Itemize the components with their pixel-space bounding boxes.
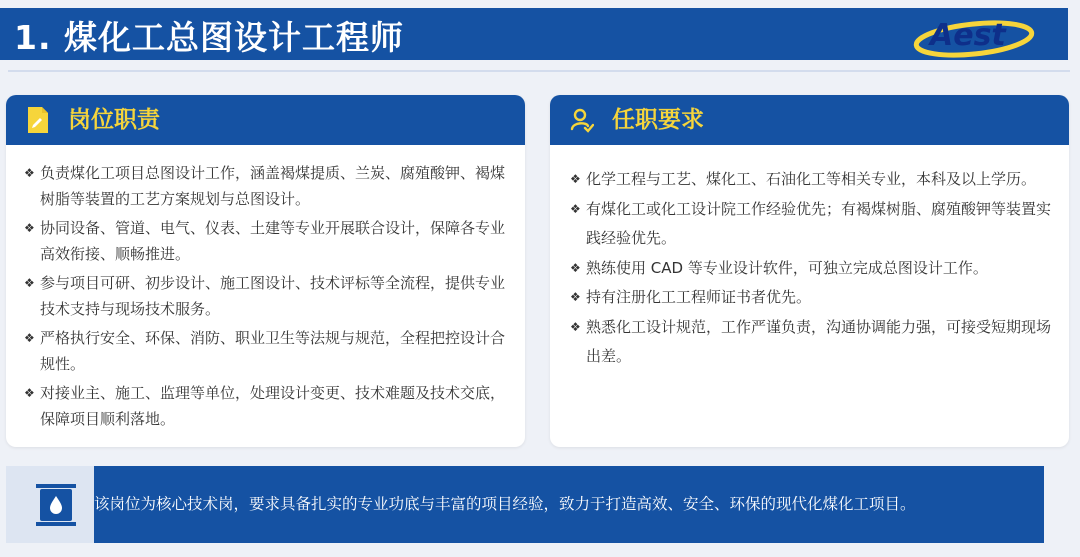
- list-item: ❖ 有煤化工或化工设计院工作经验优先；有褐煤树脂、腐殖酸钾等装置实践经验优先。: [570, 195, 1059, 254]
- person-check-icon: [570, 106, 594, 134]
- bullet-icon: ❖: [570, 172, 581, 186]
- summary-band: [94, 466, 1044, 543]
- title-bar: [0, 8, 1068, 60]
- aest-logo-icon: [912, 12, 1042, 58]
- list-item: ❖ 严格执行安全、环保、消防、职业卫生等法规与规范，全程把控设计合规性。: [24, 326, 515, 377]
- list-item: ❖ 熟悉化工设计规范，工作严谨负责，沟通协调能力强，可接受短期现场出差。: [570, 313, 1059, 372]
- page-title: 1. 煤化工总图设计工程师: [14, 18, 404, 57]
- list-item: ❖ 持有注册化工工程师证书者优先。: [570, 283, 1059, 313]
- responsibilities-card: [6, 95, 525, 447]
- list-item: ❖ 化学工程与工艺、煤化工、石油化工等相关专业，本科及以上学历。: [570, 165, 1059, 195]
- list-item: ❖ 参与项目可研、初步设计、施工图设计、技术评标等全流程，提供专业技术支持与现场技术服务。: [24, 271, 515, 322]
- svg-text:Aest: Aest: [930, 18, 1006, 53]
- document-edit-icon: [26, 106, 50, 134]
- bullet-icon: ❖: [570, 319, 581, 334]
- list-item: ❖ 协同设备、管道、电气、仪表、土建等专业开展联合设计，保障各专业高效衔接、顺畅推进。: [24, 216, 515, 267]
- bullet-icon: ❖: [24, 276, 35, 290]
- company-logo: [912, 12, 1042, 58]
- list-item: ❖ 熟练使用 CAD 等专业设计软件，可独立完成总图设计工作。: [570, 254, 1059, 284]
- requirements-heading: 任职要求: [612, 107, 704, 133]
- list-item: ❖ 负责煤化工项目总图设计工作，涵盖褐煤提质、兰炭、腐殖酸钾、褐煤树脂等装置的工艺方案规划与总图设计。: [24, 161, 515, 212]
- requirements-list: [570, 165, 1059, 372]
- requirements-card: [550, 95, 1069, 447]
- bullet-icon: ❖: [24, 386, 35, 400]
- bullet-icon: ❖: [570, 201, 581, 216]
- responsibilities-list: [24, 161, 515, 436]
- responsibilities-header: [6, 95, 525, 145]
- bullet-icon: ❖: [24, 221, 35, 235]
- bullet-icon: ❖: [24, 166, 35, 180]
- bullet-icon: ❖: [570, 260, 581, 275]
- bullet-icon: ❖: [24, 331, 35, 345]
- requirements-header: [550, 95, 1069, 145]
- header-divider: [8, 70, 1070, 72]
- summary-banner: [6, 466, 1044, 543]
- bullet-icon: ❖: [570, 290, 581, 304]
- list-item: ❖ 对接业主、施工、监理等单位，处理设计变更、技术难题及技术交底，保障项目顺利落地。: [24, 381, 515, 432]
- summary-icon-box: [6, 466, 94, 543]
- oil-barrel-icon: [36, 484, 76, 526]
- responsibilities-heading: 岗位职责: [68, 107, 160, 133]
- summary-text: 该岗位为核心技术岗，要求具备扎实的专业功底与丰富的项目经验，致力于打造高效、安全、环保的现代化煤化工项目。: [94, 495, 916, 513]
